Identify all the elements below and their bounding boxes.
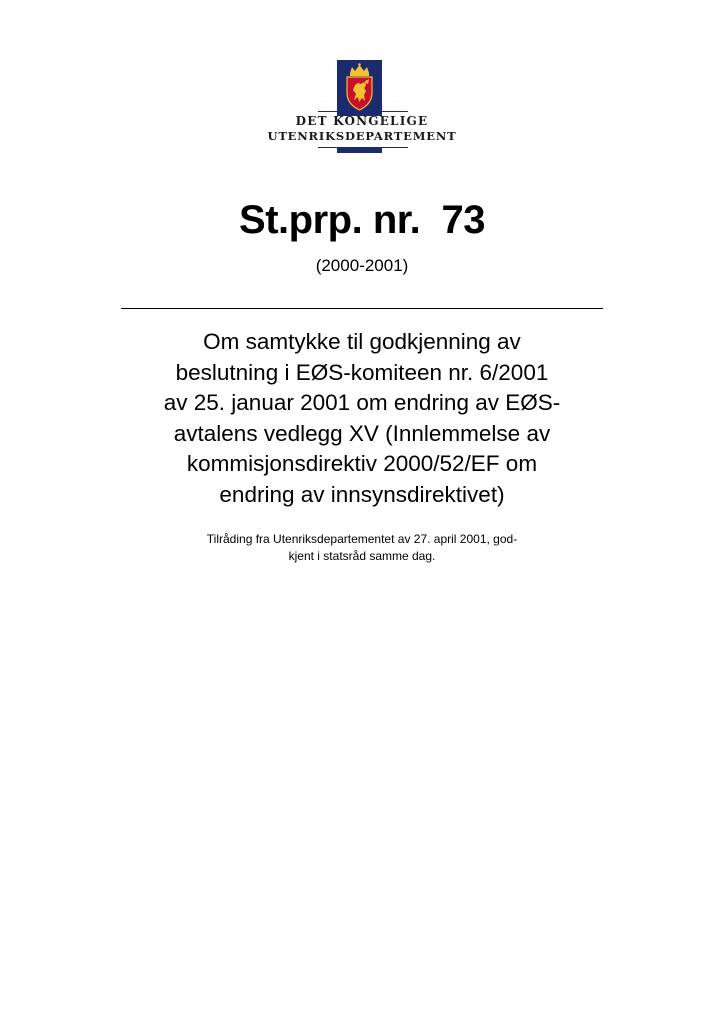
- subject-line: endring av innsynsdirektivet): [219, 481, 505, 507]
- recommendation-note: [120, 531, 604, 565]
- recommendation-line: Tilråding fra Utenriksdepartementet av 27. april 2001, god-: [206, 532, 518, 546]
- subject-line: kommisjonsdirektiv 2000/52/EF om: [186, 451, 538, 476]
- recommendation-line: kjent i statsråd samme dag.: [288, 549, 436, 563]
- subject-line: Om samtykke til godkjenning av: [203, 329, 521, 354]
- subject-line: beslutning i EØS-komiteen nr. 6/2001: [175, 359, 549, 385]
- subject-line: av 25. januar 2001 om endring av EØS-: [163, 390, 561, 415]
- ministry-name-line2: UTENRIKSDEPARTEMENT: [267, 129, 457, 143]
- norwegian-coat-of-arms-icon: [337, 60, 382, 116]
- document-title: St.prp. nr. 73: [239, 198, 485, 242]
- title-divider: [121, 308, 603, 309]
- document-subject: [120, 327, 604, 510]
- ministry-name-line1: DET KONGELIGE: [295, 114, 429, 128]
- logo-strip: [337, 148, 382, 153]
- session-years: (2000-2001): [315, 256, 409, 275]
- subject-line: avtalens vedlegg XV (Innlemmelse av: [173, 420, 551, 446]
- logo-rule-top: [318, 111, 408, 112]
